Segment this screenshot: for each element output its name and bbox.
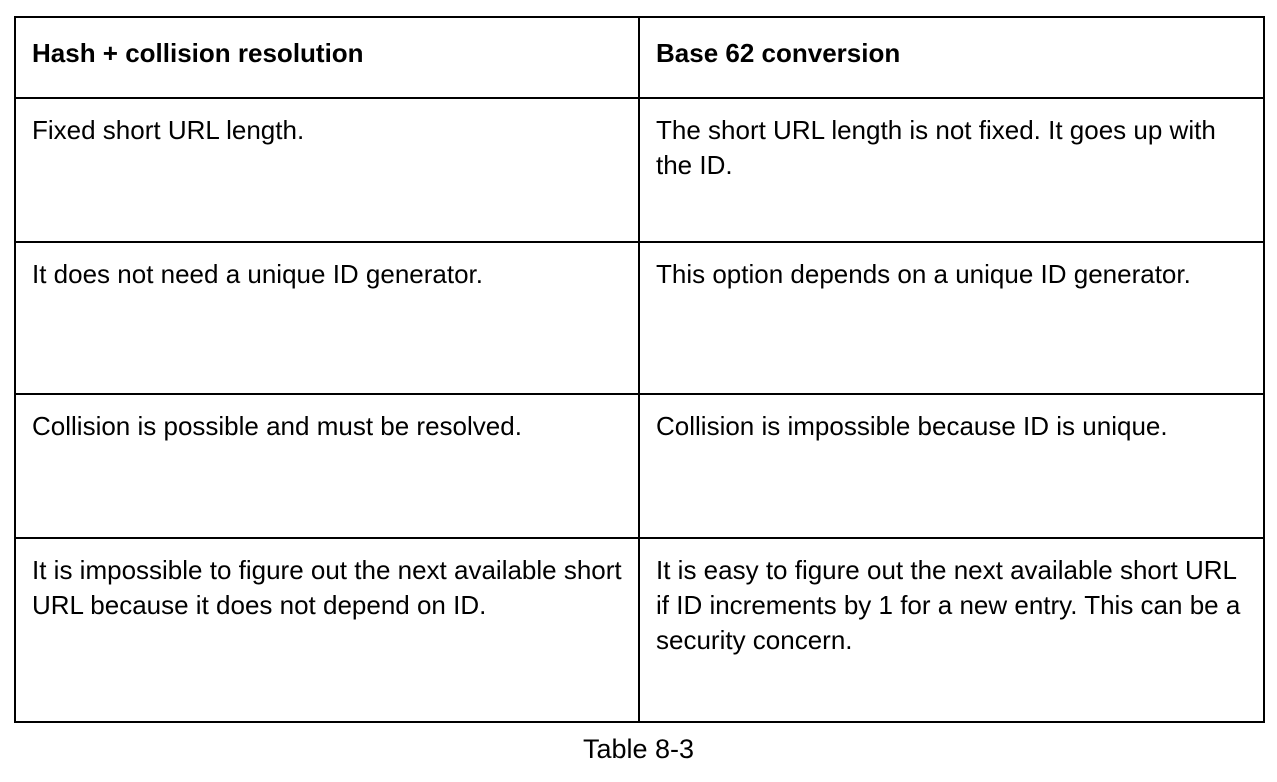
- table-row: [15, 98, 1264, 242]
- table-header-row: [15, 17, 1264, 98]
- cell-hash-4: It is impossible to figure out the next available short URL because it does not depend on ID.: [15, 538, 639, 722]
- table-row: [15, 538, 1264, 722]
- cell-hash-2: It does not need a unique ID generator.: [15, 242, 639, 394]
- cell-hash-1: Fixed short URL length.: [15, 98, 639, 242]
- cell-base62-2: This option depends on a unique ID generator.: [639, 242, 1264, 394]
- comparison-table: [14, 16, 1265, 723]
- column-header-hash-collision: Hash + collision resolution: [15, 17, 639, 98]
- table-body: [15, 98, 1264, 722]
- table-caption: Table 8-3: [582, 734, 695, 764]
- cell-base62-4: It is easy to figure out the next available short URL if ID increments by 1 for a new entry. This can be a security concern.: [639, 538, 1264, 722]
- cell-base62-1: The short URL length is not fixed. It goes up with the ID.: [639, 98, 1264, 242]
- table-row: [15, 394, 1264, 538]
- comparison-table-container: [14, 16, 1263, 723]
- cell-hash-3: Collision is possible and must be resolved.: [15, 394, 639, 538]
- table-row: [15, 242, 1264, 394]
- table-header: [15, 17, 1264, 98]
- cell-base62-3: Collision is impossible because ID is unique.: [639, 394, 1264, 538]
- column-header-base62: Base 62 conversion: [639, 17, 1264, 98]
